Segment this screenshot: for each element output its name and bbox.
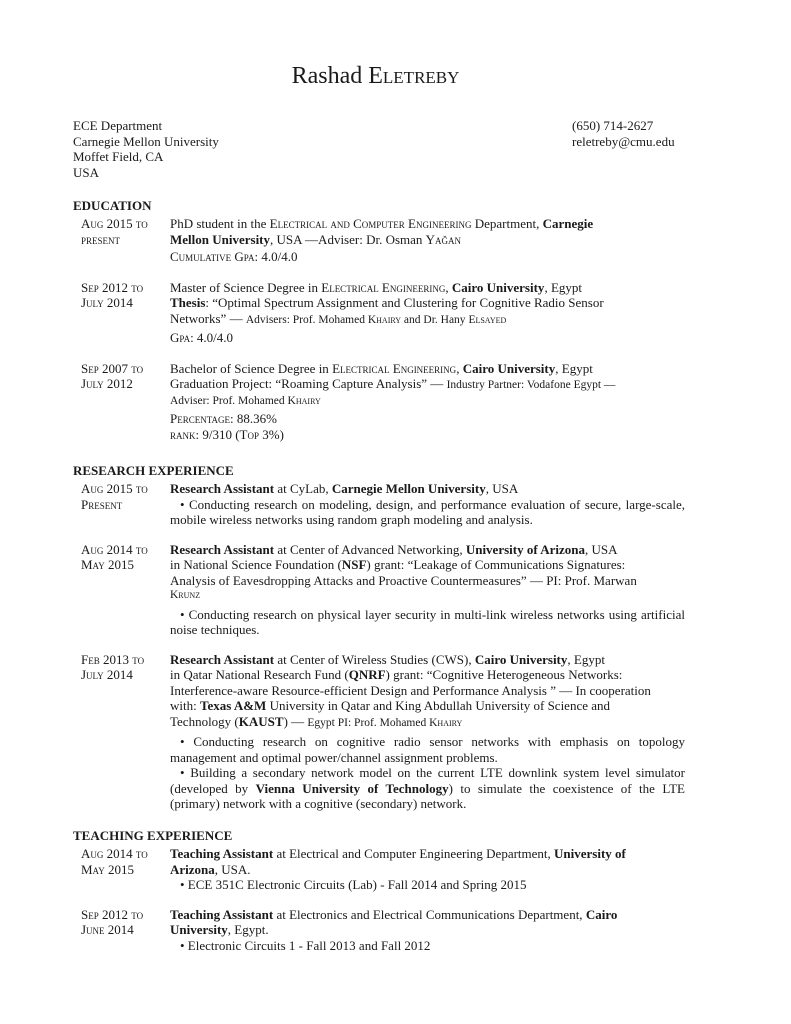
entry-body: Teaching Assistant at Electrical and Computer Engineering Department, University of Arizona, USA. • ECE 351C Electronic Circuits (Lab) - Fall 2014 and Spring 2015 (170, 846, 685, 893)
entry-date: Sep 2007 to July 2012 (81, 360, 144, 391)
entry-date: Feb 2013 to July 2014 (81, 651, 145, 682)
entry-body: Master of Science Degree in Electrical Engineering, Cairo University, Egypt Thesis: “Optimal Spectrum Assignment and Clustering for Cognitive Radio Sensor Networks” — Advisers: Prof. Mohamed Khairy and Dr. Hany Elsayed Gpa: 4.0/4.0 (170, 280, 685, 346)
entry-body: Research Assistant at Center of Wireless Studies (CWS), Cairo University, Egypt in Qatar National Research Fund (QNRF) grant: “Cognitive Heterogeneous Networks: Interference-aware Resource-efficient Design and Performance Analysis ” — In cooperation with: Texas A&M University in Qatar and King Abdullah University of Science and Technology (KAUST) — Egypt PI: Prof. Mohamed Khairy • Conducting research on cognitive radio sensor networks with emphasis on topology management and optimal power/channel assignment problems. • Building a secondary network model on the current LTE downlink system level simulator (developed by Vienna University of Technology) to simulate the coexistence of the LTE (primary) network with a cognitive (secondary) network. (170, 651, 685, 811)
section-title: EDUCATION (73, 198, 152, 213)
entry-date: Sep 2012 to June 2014 (81, 906, 144, 937)
teaching-entry-cairo (73, 907, 685, 954)
bullet-item: • Conducting research on physical layer security in multi-link wireless networks using artificial noise techniques. (170, 606, 685, 637)
entry-body: Research Assistant at CyLab, Carnegie Mellon University, USA • Conducting research on modeling, design, and performance evaluation of secure, large-scale, mobile wireless networks using random graph modeling and analysis. (170, 481, 685, 527)
entry-body: Teaching Assistant at Electronics and Electrical Communications Department, Cairo University, Egypt. • Electronic Circuits 1 - Fall 2013 and Fall 2012 (170, 907, 685, 954)
section-title: TEACHING EXPERIENCE (73, 828, 233, 843)
bullet-item: • Conducting research on cognitive radio sensor networks with emphasis on topology management and optimal power/channel assignment problems. (170, 734, 685, 765)
percentage: Percentage: 88.36% (170, 411, 277, 426)
entry-date: Sep 2012 to July 2014 (81, 279, 144, 310)
bullet-item: • Conducting research on modeling, design, and performance evaluation of secure, large-scale, mobile wireless networks using random graph modeling and analysis. (170, 496, 685, 527)
bullet-item: • Building a secondary network model on the current LTE downlink system level simulator (developed by Vienna University of Technology) to simulate the coexistence of the LTE (primary) network with a cognitive (secondary) network. (170, 765, 685, 811)
section-title: RESEARCH EXPERIENCE (73, 463, 234, 478)
rank: rank: 9/310 (Top 3%) (170, 426, 284, 442)
entry-body: PhD student in the Electrical and Computer Engineering Department, Carnegie Mellon University, USA —Adviser: Dr. Osman Yağan Cumulative Gpa: 4.0/4.0 (170, 216, 685, 265)
gpa: Gpa: 4.0/4.0 (170, 330, 234, 345)
address-line: USA (73, 164, 100, 180)
address-line: Carnegie Mellon University (73, 133, 219, 149)
teaching-section (73, 828, 685, 953)
research-entry-cairo (73, 652, 685, 812)
entry-date: Aug 2014 to May 2015 (81, 541, 148, 572)
candidate-name (0, 62, 751, 90)
research-entry-cmu (73, 481, 685, 528)
entry-date: Aug 2015 to present (81, 216, 148, 247)
postal-address (73, 118, 219, 180)
research-section (73, 463, 685, 812)
education-entry-ms (73, 280, 685, 346)
entry-body: Research Assistant at Center of Advanced Networking, University of Arizona, USA in National Science Foundation (NSF) grant: “Leakage of Communications Signatures: Analysis of Eavesdropping Attacks and Proactive Countermeasures” — PI: Prof. Marwan Krunz • Conducting research on physical layer security in multi-link wireless networks using artificial noise techniques. (170, 541, 685, 637)
entry-date: Aug 2014 to May 2015 (81, 846, 148, 877)
address-line: Moffet Field, CA (73, 149, 164, 164)
entry-body: Bachelor of Science Degree in Electrical Engineering, Cairo University, Egypt Graduation Project: “Roaming Capture Analysis” — Industry Partner: Vodafone Egypt — Adviser: Prof. Mohamed Khairy Percentage: 88.36% rank: 9/310 (Top 3%) (170, 361, 685, 443)
education-section (73, 198, 685, 442)
bullet-item: • ECE 351C Electronic Circuits (Lab) - Fall 2014 and Spring 2015 (180, 877, 527, 892)
last-name: Eletreby (368, 63, 460, 89)
entry-date: Aug 2015 to Present (81, 481, 148, 512)
email-address[interactable]: reletreby@cmu.edu (572, 133, 675, 149)
research-entry-arizona (73, 542, 685, 638)
teaching-entry-arizona (73, 846, 685, 893)
contact-info (572, 118, 675, 149)
education-entry-bs (73, 361, 685, 443)
phone-number: (650) 714-2627 (572, 118, 654, 133)
gpa: Cumulative Gpa: 4.0/4.0 (170, 249, 298, 264)
bullet-item: • Electronic Circuits 1 - Fall 2013 and Fall 2012 (180, 937, 431, 953)
address-line: ECE Department (73, 118, 163, 133)
first-name: Rashad (291, 63, 363, 89)
education-entry-phd (73, 216, 685, 265)
